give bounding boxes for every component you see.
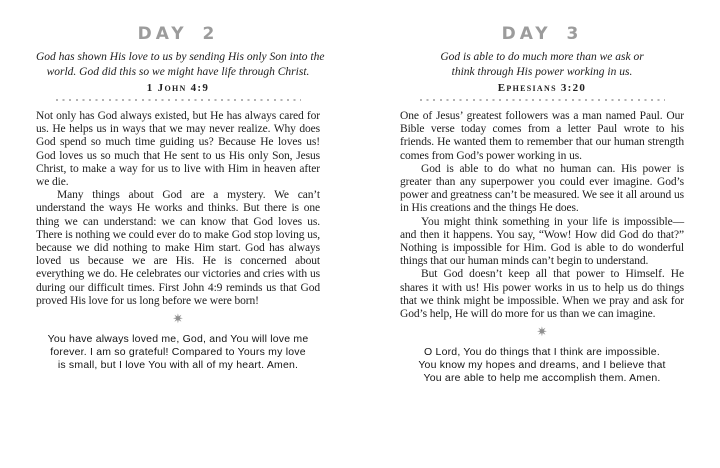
devotional-body [400, 110, 684, 321]
star-ornament-icon: ✷ [172, 312, 184, 328]
body-paragraph: Not only has God always existed, but He has always cared for us. He helps us in ways that we may never realize. Why does God spend so much time guiding us? Because He loves us! God loves us so much that He sent to us His only Son, Jesus Christ, to make a way for us to live with Him in heaven after we die. [36, 110, 320, 189]
body-paragraph: God is able to do what no human can. His power is greater than any superpower you could ever imagine. God’s power and greatness can’t be measured. We see it all around us in His creations and the things He does. [400, 162, 684, 215]
body-paragraph: Many things about God are a mystery. We can’t understand the ways He works and thinks. But there is one thing we can understand: we can know that God loves us. There is nothing we could ever do to make God stop loving us, because we did nothing to make Him start. God has always loved us because we are His. He is concerned about everything we do. He celebrates our victories and cries with us during our difficult times. First John 4:9 reminds us that God proved His love for us long before we were born! [36, 189, 320, 307]
dotted-divider [420, 99, 665, 101]
prayer-line: O Lord, You do things that I think are impossible. [424, 346, 660, 359]
verse-text [36, 50, 325, 80]
prayer-line: forever. I am so grateful! Compared to Yours my love [50, 346, 306, 359]
prayer-line: You are able to help me accomplish them. Amen. [423, 372, 661, 385]
day-title: DAY 3 [501, 24, 583, 44]
body-paragraph: One of Jesus’ greatest followers was a man named Paul. Our Bible verse today comes from a letter Paul wrote to his friends. He wanted them to remember that our human strength comes from God’s power working in us. [400, 110, 684, 162]
prayer-line: You have always loved me, God, and You will love me [47, 333, 309, 346]
verse-line: God has shown His love to us by sending His only Son into the [36, 51, 325, 63]
body-paragraph: You might think something in your life is impossible—and then it happens. You say, “Wow! How did God do that?” Nothing is impossible for Him. God is able to do wonderful things that our human minds can’t begin to understand. [400, 215, 684, 268]
verse-line: think through His power working in us. [451, 66, 633, 78]
scripture-reference: 1 John 4:9 [146, 82, 210, 94]
devotional-body [36, 110, 320, 308]
dotted-divider [56, 99, 301, 101]
prayer-line: You know my hopes and dreams, and I believe that [418, 359, 666, 372]
day-title: DAY 2 [137, 24, 219, 44]
body-paragraph: But God doesn’t keep all that power to Himself. He shares it with us! His power works in us to help us do things that we think might be impossible. When we pray and ask for God’s help, He will do more for us than we can imagine. [400, 268, 684, 321]
verse-line: God is able to do much more than we ask or [440, 51, 644, 63]
scripture-reference: Ephesians 3:20 [497, 82, 587, 94]
verse-text [400, 50, 684, 80]
page-day-3 [360, 0, 720, 468]
prayer-line: is small, but I love You with all of my heart. Amen. [57, 359, 299, 372]
prayer-text [400, 346, 684, 385]
verse-line: world. God did this so we might have life through Christ. [46, 66, 310, 78]
star-ornament-icon: ✷ [536, 325, 548, 341]
prayer-text [36, 333, 320, 372]
